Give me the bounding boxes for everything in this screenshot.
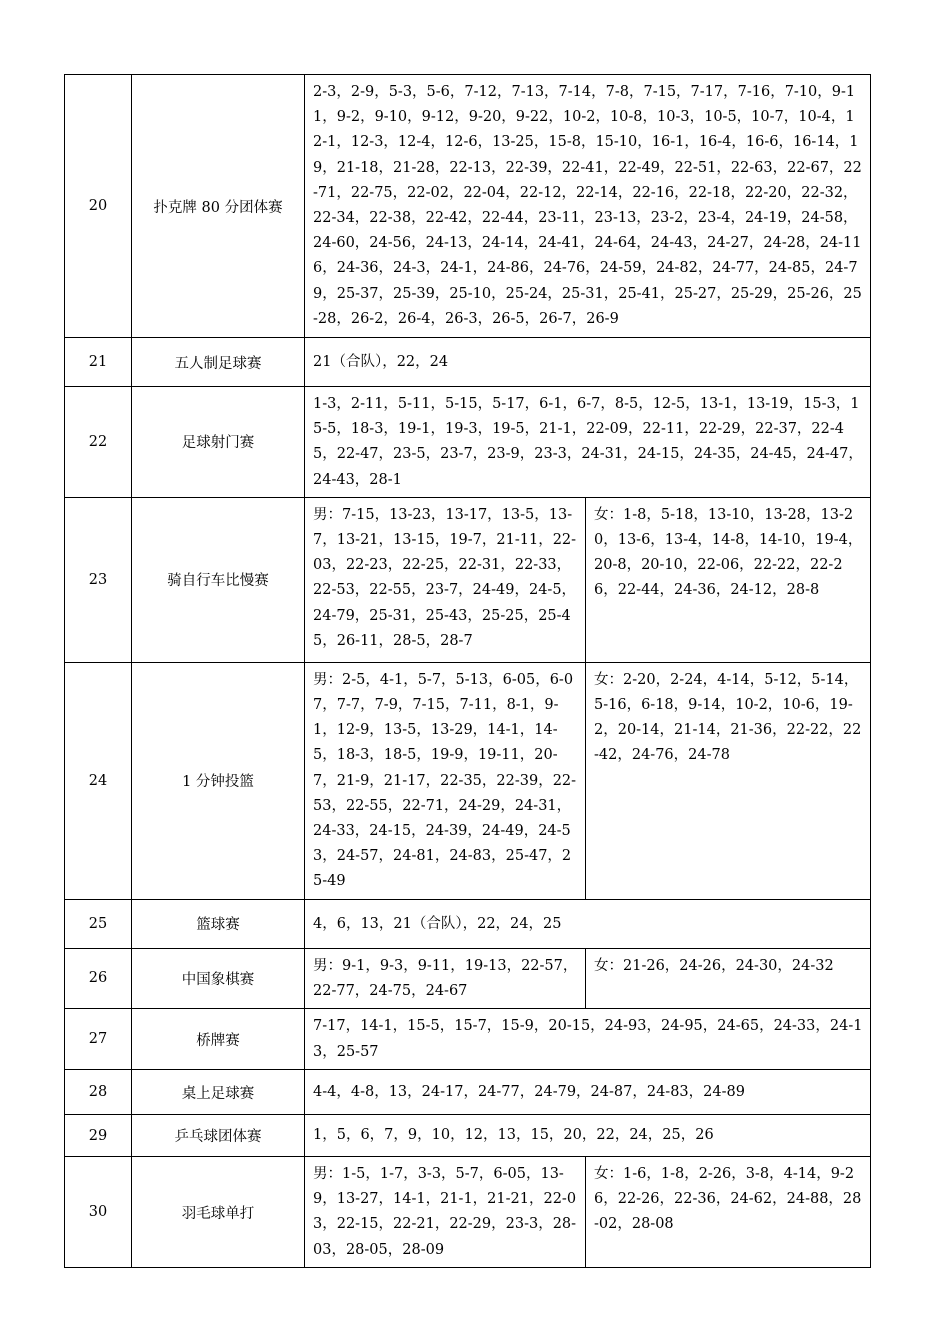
- men-team-list: 男：7-15，13-23，13-17，13-5，13-7，13-21，13-15，19-7，21-11，22-03，22-23，22-25，22-31，22-33，22-53，22-55，23-7，24-49，24-5，24-79，25-31，25-43，25-25，25-45，26-11，28-5，28-7: [305, 497, 586, 662]
- event-name: 桌上足球赛: [132, 1070, 305, 1115]
- table-row: [65, 75, 871, 338]
- women-team-list: 女：2-20，2-24，4-14，5-12，5-14，5-16，6-18，9-14，10-2，10-6，19-2，20-14，21-14，21-36，22-22，22-42，24-76，24-78: [586, 662, 871, 899]
- event-name: 乒乓球团体赛: [132, 1115, 305, 1157]
- row-number: 30: [65, 1157, 132, 1268]
- team-list: 1-3，2-11，5-11，5-15，5-17，6-1，6-7，8-5，12-5，13-1，13-19，15-3，15-5，18-3，19-1，19-3，19-5，21-1，22-09，22-11，22-29，22-37，22-45，22-47，23-5，23-7，23-9，23-3，24-31，24-15，24-35，24-45，24-47，24-43，28-1: [305, 387, 871, 498]
- event-name: 骑自行车比慢赛: [132, 497, 305, 662]
- row-number: 29: [65, 1115, 132, 1157]
- team-list: 4，6，13，21（合队），22，24，25: [305, 899, 871, 948]
- event-name: 足球射门赛: [132, 387, 305, 498]
- event-name: 桥牌赛: [132, 1009, 305, 1070]
- women-team-list: 女：1-6，1-8，2-26，3-8，4-14，9-26，22-26，22-36，24-62，24-88，28-02，28-08: [586, 1157, 871, 1268]
- table-row: [65, 387, 871, 498]
- team-list: 1，5，6，7，9，10，12，13，15，20，22，24，25，26: [305, 1115, 871, 1157]
- men-team-list: 男：2-5，4-1，5-7，5-13，6-05，6-07，7-7，7-9，7-15，7-11，8-1，9-1，12-9，13-5，13-29，14-1，14-5，18-3，18-5，19-9，19-11，20-7，21-9，21-17，22-35，22-39，22-53，22-55，22-71，24-29，24-31，24-33，24-15，24-39，24-49，24-53，24-57，24-81，24-83，25-47，25-49: [305, 662, 586, 899]
- row-number: 24: [65, 662, 132, 899]
- table-row: [65, 497, 871, 662]
- row-number: 23: [65, 497, 132, 662]
- women-team-list: 女：21-26，24-26，24-30，24-32: [586, 948, 871, 1008]
- event-name: 篮球赛: [132, 899, 305, 948]
- row-number: 20: [65, 75, 132, 338]
- team-list: 4-4，4-8，13，24-17，24-77，24-79，24-87，24-83，24-89: [305, 1070, 871, 1115]
- row-number: 26: [65, 948, 132, 1008]
- table-row: [65, 662, 871, 899]
- event-name: 中国象棋赛: [132, 948, 305, 1008]
- table-row: [65, 948, 871, 1008]
- registration-table: [64, 74, 871, 1268]
- men-team-list: 男：9-1，9-3，9-11，19-13，22-57，22-77，24-75，24-67: [305, 948, 586, 1008]
- event-name: 扑克牌 80 分团体赛: [132, 75, 305, 338]
- table-row: [65, 1070, 871, 1115]
- event-name: 1 分钟投篮: [132, 662, 305, 899]
- event-name: 羽毛球单打: [132, 1157, 305, 1268]
- team-list: 7-17，14-1，15-5，15-7，15-9，20-15，24-93，24-95，24-65，24-33，24-13，25-57: [305, 1009, 871, 1070]
- team-list: 2-3，2-9，5-3，5-6，7-12，7-13，7-14，7-8，7-15，7-17，7-16，7-10，9-11，9-2，9-10，9-12，9-20，9-22，10-2，10-8，10-3，10-5，10-7，10-4，12-1，12-3，12-4，12-6，13-25，15-8，15-10，16-1，16-4，16-6，16-14，19，21-18，21-28，22-13，22-39，22-41，22-49，22-51，22-63，22-67，22-71，22-75，22-02，22-04，22-12，22-14，22-16，22-18，22-20，22-32，22-34，22-38，22-42，22-44，23-11，23-13，23-2，23-4，24-19，24-58，24-60，24-56，24-13，24-14，24-41，24-64，24-43，24-27，24-28，24-116，24-36，24-3，24-1，24-86，24-76，24-59，24-82，24-77，24-85，24-79，25-37，25-39，25-10，25-24，25-31，25-41，25-27，25-29，25-26，25-28，26-2，26-4，26-3，26-5，26-7，26-9: [305, 75, 871, 338]
- table-row: [65, 1009, 871, 1070]
- table-row: [65, 899, 871, 948]
- row-number: 27: [65, 1009, 132, 1070]
- table-row: [65, 1115, 871, 1157]
- men-team-list: 男：1-5，1-7，3-3，5-7，6-05，13-9，13-27，14-1，21-1，21-21，22-03，22-15，22-21，22-29，23-3，28-03，28-05，28-09: [305, 1157, 586, 1268]
- women-team-list: 女：1-8，5-18，13-10，13-28，13-20，13-6，13-4，14-8，14-10，19-4，20-8，20-10，22-06，22-22，22-26，22-44，24-36，24-12，28-8: [586, 497, 871, 662]
- row-number: 21: [65, 338, 132, 387]
- event-name: 五人制足球赛: [132, 338, 305, 387]
- row-number: 22: [65, 387, 132, 498]
- row-number: 28: [65, 1070, 132, 1115]
- team-list: 21（合队），22，24: [305, 338, 871, 387]
- table-row: [65, 1157, 871, 1268]
- row-number: 25: [65, 899, 132, 948]
- table-row: [65, 338, 871, 387]
